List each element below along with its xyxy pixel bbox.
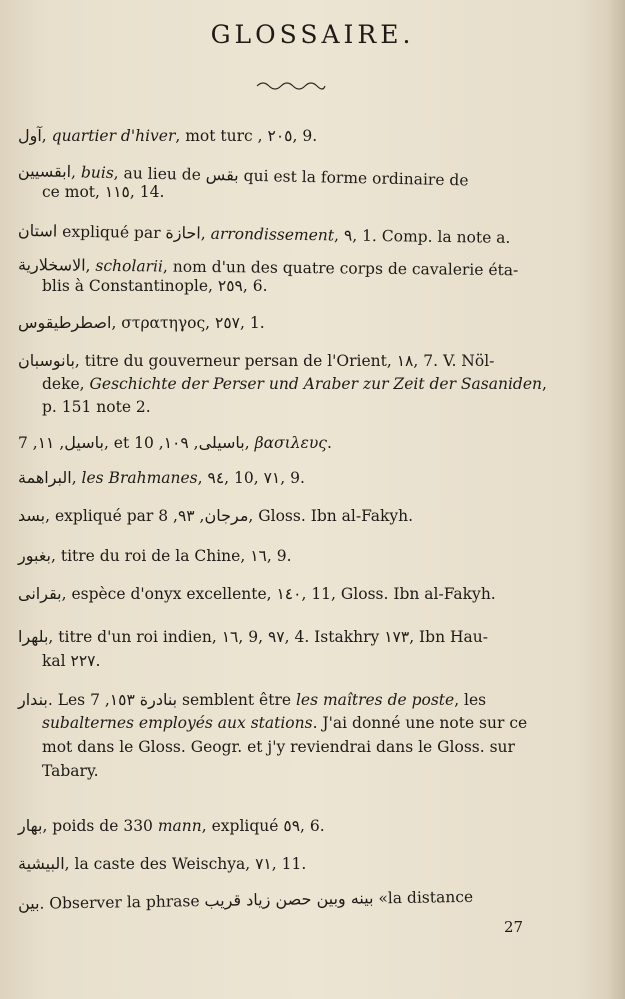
entry-continuation: p. 151 note 2.: [42, 398, 151, 416]
entry-continuation: mot dans le Gloss. Geogr. et j'y reviendrai dans le Gloss. sur: [42, 738, 515, 756]
arabic-term: مرجان: [204, 506, 249, 525]
entry-text: expliqué par: [57, 222, 166, 243]
entry-text: deke,: [42, 375, 90, 393]
entry-baischiya: [18, 853, 306, 875]
entry-text: , les: [454, 691, 487, 709]
entry-text: , ٩, 1. Comp. la note a.: [333, 226, 511, 247]
arabic-term: احازة: [165, 223, 201, 243]
entry-text: .: [326, 434, 332, 452]
entry-baqarani: [18, 583, 496, 605]
entry-text: . Observer la phrase: [39, 892, 205, 913]
entry-italic: buis: [80, 163, 114, 183]
arabic-term: باسيلى: [198, 433, 245, 452]
entry-text: ,: [85, 256, 96, 275]
entry-text: , ٩٤, 10, ٧١, 9.: [197, 469, 305, 487]
arabic-term: بندار: [18, 690, 48, 709]
arabic-term: بين: [17, 893, 40, 913]
arabic-term: الاسخلارية: [17, 255, 86, 275]
page-number: 27: [504, 918, 524, 936]
arabic-term: باسيل: [64, 433, 104, 452]
entry-italic: Geschichte der Perser und Araber zur Zeit der Sasaniden: [89, 375, 542, 393]
entry-istan: [18, 220, 511, 249]
arabic-term: اصطرطيقوس: [18, 313, 112, 332]
arabic-term: بسد: [18, 506, 46, 525]
entry-italic: arrondissement: [210, 224, 335, 245]
entry-text: ,: [70, 163, 82, 182]
entry-text: ,: [71, 469, 82, 487]
entry-text: , nom d'un des quatre corps de cavalerie éta-: [162, 257, 519, 280]
entry-text: , espèce d'onyx excellente, ١٤٠, 11, Gloss. Ibn al-Fakyh.: [61, 585, 496, 603]
entry-strategos: [18, 312, 265, 334]
entry-text: , titre du roi de la Chine, ١٦, 9.: [51, 547, 292, 565]
entry-brahmanes: [18, 467, 305, 489]
arabic-term: بهار: [18, 816, 43, 835]
entry-text: ,: [200, 224, 211, 243]
entry-text: ,: [41, 127, 52, 145]
entry-text: ,: [541, 375, 547, 393]
entry-continuation: kal ٢٢٧.: [42, 652, 101, 670]
entry-baghbur: [18, 545, 292, 567]
entry-balhara: [18, 626, 488, 648]
entry-italic: quartier d'hiver: [51, 127, 176, 145]
title-ornament: [255, 78, 327, 92]
arabic-term: البراهمة: [18, 468, 72, 487]
arabic-term: بقرانى: [18, 584, 62, 603]
entry-italic: βασιλευς: [254, 434, 327, 452]
entry-text: . Les: [47, 691, 91, 709]
entry-italic: mann: [157, 817, 202, 835]
entry-awl: [18, 125, 317, 147]
entry-continuation: blis à Constantinople, ٢٥٩, 6.: [42, 277, 268, 295]
arabic-term: استان: [17, 221, 58, 241]
arabic-term: بنادرة: [139, 690, 178, 709]
entry-continuation: ce mot, ١١٥, 14.: [42, 183, 165, 201]
page-title: GLOSSAIRE.: [210, 20, 415, 49]
entry-text: , poids de 330: [42, 817, 158, 835]
entry-continuation: Tabary.: [42, 762, 99, 780]
entry-text: , στρατηγος, ٢٥٧, 1.: [111, 314, 265, 332]
entry-italic: scholarii: [95, 256, 164, 276]
entry-text: «la distance: [373, 887, 474, 908]
arabic-term: بلهرا: [18, 627, 49, 646]
arabic-term: بانوسبان: [18, 351, 75, 370]
entry-text: ١٥٣, 7 semblent être: [90, 691, 296, 709]
entry-text: , ١٠٩, 10,: [134, 434, 255, 452]
entry-text: . J'ai donné une note sur ce: [312, 714, 528, 732]
entry-text: qui est la forme ordinaire de: [238, 166, 469, 190]
page-edge-shadow: [607, 0, 625, 999]
arabic-term: بينه وبين حصن زياد قريب: [204, 888, 374, 911]
entry-padhospan: [18, 350, 494, 372]
entry-text: , expliqué ٥٩, 6.: [201, 817, 325, 835]
entry-text: , ١١, 7, et: [18, 434, 135, 452]
entry-italic: subalternes employés aux stations: [42, 714, 313, 732]
arabic-term: البيشية: [18, 854, 65, 873]
arabic-term: بقس: [205, 164, 239, 185]
entry-italic: les Brahmanes: [81, 469, 198, 487]
entry-text: , mot turc , ٢٠٥, 9.: [175, 127, 318, 145]
arabic-term: بغبور: [18, 546, 51, 565]
entry-basil: [18, 432, 332, 454]
entry-bundar: [18, 689, 486, 711]
entry-text: , la caste des Weischya, ٧١, 11.: [64, 855, 307, 873]
entry-text: , expliqué par: [45, 507, 159, 525]
entry-text: , ٩٣, 8, Gloss. Ibn al-Fakyh.: [158, 507, 414, 525]
arabic-term: ابقسيين: [17, 161, 72, 182]
entry-text: , au lieu de: [113, 164, 206, 184]
entry-continuation: [42, 374, 547, 395]
entry-text: , titre d'un roi indien, ١٦, 9, ٩٧, 4. Istakhry ١٧٣, Ibn Hau-: [48, 628, 488, 646]
entry-italic: les maîtres de poste: [295, 691, 455, 709]
arabic-term: آول: [18, 126, 42, 145]
entry-bussad: [18, 505, 413, 527]
entry-bain: [18, 886, 473, 915]
entry-text: , titre du gouverneur persan de l'Orient, ١٨, 7. V. Nöl-: [74, 352, 495, 370]
entry-continuation: [42, 713, 527, 734]
entry-bahar: [18, 815, 325, 837]
